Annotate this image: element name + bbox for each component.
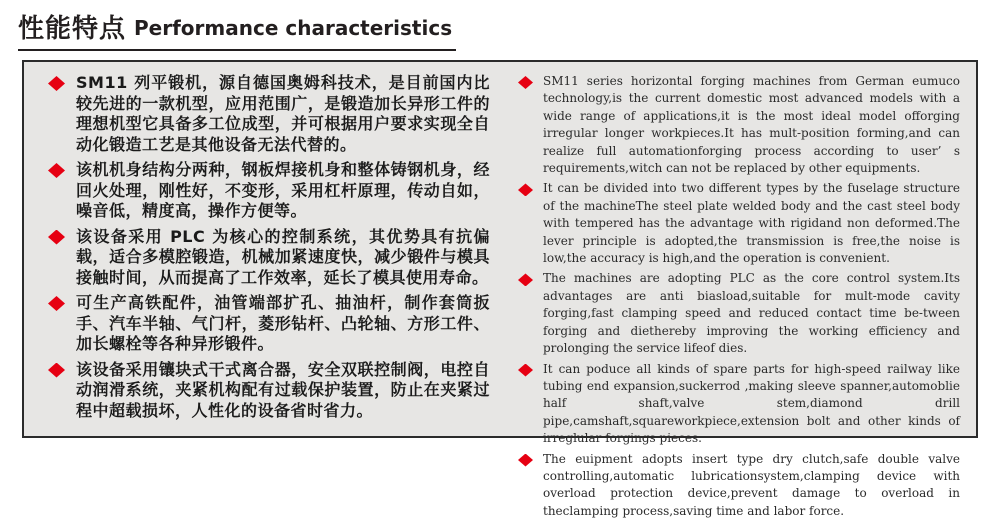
feature-item-zh <box>48 360 490 422</box>
diamond-bullet-icon <box>48 363 65 378</box>
diamond-bullet-icon <box>518 76 533 89</box>
feature-item-zh <box>48 73 490 155</box>
feature-item-en <box>518 180 960 267</box>
feature-text-en: The euipment adopts insert type dry clutch,safe double valve controlling,automatic lubricationsystem,clamping device with overload protection device,prevent damage to overload in theclamping process,saving time and labor force. <box>543 451 960 518</box>
diamond-bullet-icon <box>48 76 65 91</box>
feature-item-en <box>518 73 960 177</box>
page-title <box>18 8 456 51</box>
diamond-bullet-icon <box>48 163 65 178</box>
features-panel <box>22 60 978 518</box>
feature-item-en <box>518 270 960 357</box>
feature-text-zh: 可生产高铁配件，油管端部扩孔、抽油杆，制作套筒扳手、汽车半轴、气门杆，菱形钻杆、凸轮轴、方形工件、加长螺栓等各种异形锻件。 <box>76 293 490 353</box>
features-column-chinese <box>48 73 490 428</box>
feature-text-en: It can be divided into two different types by the fuselage structure of the machineThe steel plate welded body and the cast steel body with tempered has the advantage with rigidand non deformed.The lever principle is adopted,the transmission is free,the noise is low,the accuracy is high,and the operation is convenient. <box>543 181 960 266</box>
diamond-bullet-icon <box>48 296 65 311</box>
diamond-bullet-icon <box>518 273 533 286</box>
diamond-bullet-icon <box>518 454 533 467</box>
feature-text-zh: 该机机身结构分两种，钢板焊接机身和整体铸钢机身，经回火处理，刚性好，不变形，采用杠杆原理，传动自如，噪音低，精度高，操作方便等。 <box>76 160 490 220</box>
feature-item-en <box>518 361 960 448</box>
feature-text-en: SM11 series horizontal forging machines from German eumuco technology,is the current domestic most advanced models with a wide range of applications,it is the most ideal model offorging irregular longer workpieces.It has mult-position forming,and can realize full automationforging process according to user’ s requirements,witch can not be replaced by other equipments. <box>543 74 960 176</box>
diamond-bullet-icon <box>48 230 65 245</box>
feature-text-en: It can poduce all kinds of spare parts for high-speed railway like tubing end expansion,suckerrod ,making sleeve spanner,automoblie half shaft,valve stem,diamond drill pipe,camshaft,squareworkpiece,extension bolt and other kinds of irreglular forgings pieces. <box>543 361 960 446</box>
feature-text-zh: SM11 列平锻机，源自德国奥姆科技术，是目前国内比较先进的一款机型，应用范围广，是锻造加长异形工件的理想机型它具备多工位成型，并可根据用户要求实现全自动化锻造工艺是其他设备无法代替的。 <box>76 73 490 154</box>
feature-text-en: The machines are adopting PLC as the core control system.Its advantages are anti biasload,suitable for mult-mode cavity forging,fast clamping speed and reduced contact time be-tween forging and diethereby improving the working efficiency and prolonging the service lifeof dies. <box>543 271 960 356</box>
feature-item-en <box>518 451 960 520</box>
feature-item-zh <box>48 293 490 355</box>
feature-text-zh: 该设备采用镶块式干式离合器，安全双联控制阀，电控自动润滑系统，夹紧机构配有过载保护装置，防止在夹紧过程中超载损坏，人性化的设备省时省力。 <box>76 359 490 420</box>
page-header <box>18 8 456 51</box>
page-title-english: Performance characteristics <box>134 16 453 40</box>
diamond-bullet-icon <box>518 364 533 377</box>
feature-item-zh <box>48 160 490 222</box>
page-title-chinese: 性能特点 <box>18 14 127 44</box>
diamond-bullet-icon <box>518 183 533 196</box>
features-column-english <box>518 73 960 518</box>
feature-text-zh: 该设备采用 PLC 为核心的控制系统，其优势具有抗偏载，适合多模腔锻造，机械加紧速度快，减少锻件与模具接触时间，从而提高了工作效率，延长了模具使用寿命。 <box>76 226 490 287</box>
feature-item-zh <box>48 227 490 289</box>
